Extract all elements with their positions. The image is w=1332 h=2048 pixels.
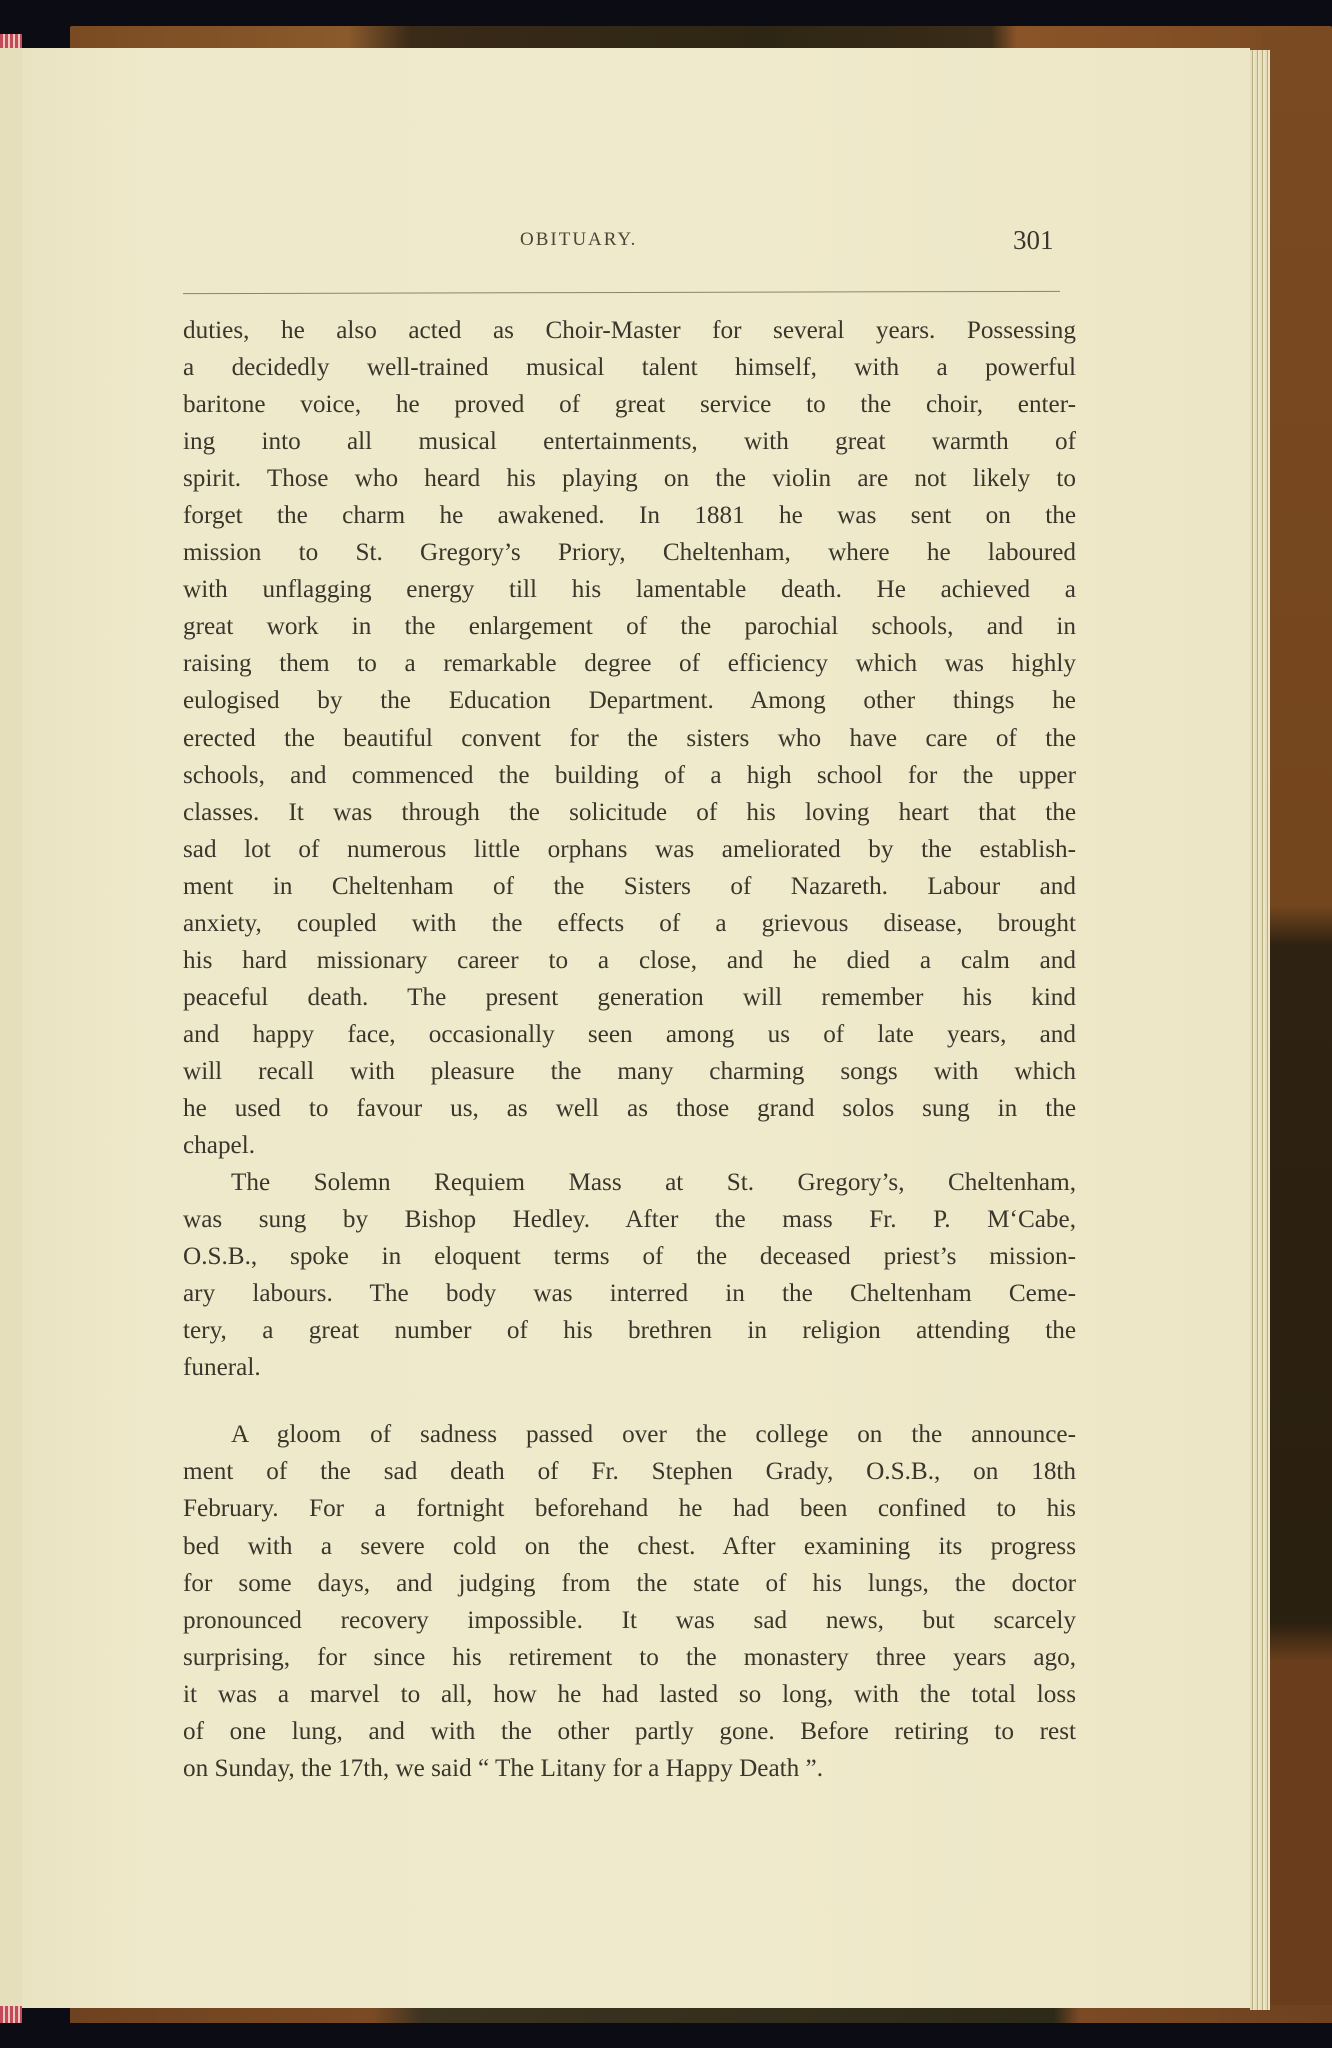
text-line: pronounced recovery impossible. It was sad news, but scarcely bbox=[183, 1606, 1076, 1634]
text-line: peaceful death. The present generation will remember his kind bbox=[183, 983, 1076, 1011]
text-line: it was a marvel to all, how he had lasted so long, with the total loss bbox=[183, 1680, 1076, 1708]
text-line: forget the charm he awakened. In 1881 he was sent on the bbox=[183, 502, 1076, 530]
page-stack-edges bbox=[1250, 50, 1270, 2010]
headband-bottom bbox=[0, 2005, 22, 2023]
text-line: anxiety, coupled with the effects of a grievous disease, brought bbox=[183, 909, 1076, 937]
text-line: ary labours. The body was interred in the Cheltenham Ceme- bbox=[183, 1280, 1076, 1308]
text-line: baritone voice, he proved of great service to the choir, enter- bbox=[183, 391, 1076, 419]
body-text bbox=[183, 312, 1076, 1787]
running-head bbox=[0, 225, 1332, 255]
book-cover-right-edge bbox=[1262, 30, 1332, 2020]
text-line: great work in the enlargement of the parochial schools, and in bbox=[183, 613, 1076, 641]
text-line: on Sunday, the 17th, we said “ The Litany for a Happy Death ”. bbox=[183, 1754, 824, 1782]
text-line: funeral. bbox=[183, 1354, 261, 1382]
text-line: O.S.B., spoke in eloquent terms of the deceased priest’s mission- bbox=[183, 1243, 1076, 1271]
text-line: will recall with pleasure the many charming songs with which bbox=[183, 1057, 1076, 1085]
paragraph bbox=[183, 312, 1076, 1164]
facing-page-sliver bbox=[0, 48, 24, 2006]
text-line: The Solemn Requiem Mass at St. Gregory’s, Cheltenham, bbox=[231, 1169, 1076, 1197]
text-line: erected the beautiful convent for the sisters who have care of the bbox=[183, 724, 1076, 752]
text-line: a decidedly well-trained musical talent himself, with a powerful bbox=[183, 354, 1076, 382]
text-line: sad lot of numerous little orphans was ameliorated by the establish- bbox=[183, 835, 1076, 863]
text-line: A gloom of sadness passed over the college on the announce- bbox=[231, 1421, 1076, 1449]
text-line: with unflagging energy till his lamentable death. He achieved a bbox=[183, 576, 1076, 604]
text-line: for some days, and judging from the state of his lungs, the doctor bbox=[183, 1569, 1076, 1597]
paragraph bbox=[183, 1164, 1076, 1386]
text-line: his hard missionary career to a close, and he died a calm and bbox=[183, 946, 1076, 974]
text-line: tery, a great number of his brethren in religion attending the bbox=[183, 1317, 1076, 1345]
text-line: spirit. Those who heard his playing on the violin are not likely to bbox=[183, 465, 1076, 493]
text-line: surprising, for since his retirement to the monastery three years ago, bbox=[183, 1643, 1076, 1671]
text-line: mission to St. Gregory’s Priory, Cheltenham, where he laboured bbox=[183, 539, 1076, 567]
text-line: eulogised by the Education Department. Among other things he bbox=[183, 687, 1076, 715]
text-line: raising them to a remarkable degree of efficiency which was highly bbox=[183, 650, 1076, 678]
text-line: duties, he also acted as Choir-Master for several years. Possessing bbox=[183, 317, 1076, 344]
text-line: and happy face, occasionally seen among us of late years, and bbox=[183, 1020, 1076, 1048]
paragraph bbox=[183, 1416, 1076, 1786]
text-line: chapel. bbox=[183, 1132, 256, 1160]
text-line: schools, and commenced the building of a high school for the upper bbox=[183, 761, 1076, 789]
text-line: was sung by Bishop Hedley. After the mass Fr. P. M‘Cabe, bbox=[183, 1206, 1076, 1234]
text-line: February. For a fortnight beforehand he had been confined to his bbox=[183, 1495, 1076, 1523]
text-line: classes. It was through the solicitude of his loving heart that the bbox=[183, 798, 1076, 826]
text-line: he used to favour us, as well as those grand solos sung in the bbox=[183, 1094, 1076, 1122]
text-line: ing into all musical entertainments, with great warmth of bbox=[183, 428, 1076, 456]
text-line: of one lung, and with the other partly gone. Before retiring to rest bbox=[183, 1717, 1076, 1745]
running-head-title: OBITUARY. bbox=[520, 229, 638, 250]
text-line: ment in Cheltenham of the Sisters of Nazareth. Labour and bbox=[183, 872, 1076, 900]
paragraph-gap bbox=[183, 1386, 1076, 1416]
page-number: 301 bbox=[1013, 225, 1054, 255]
text-line: ment of the sad death of Fr. Stephen Grady, O.S.B., on 18th bbox=[183, 1458, 1076, 1486]
text-line: bed with a severe cold on the chest. After examining its progress bbox=[183, 1532, 1076, 1560]
